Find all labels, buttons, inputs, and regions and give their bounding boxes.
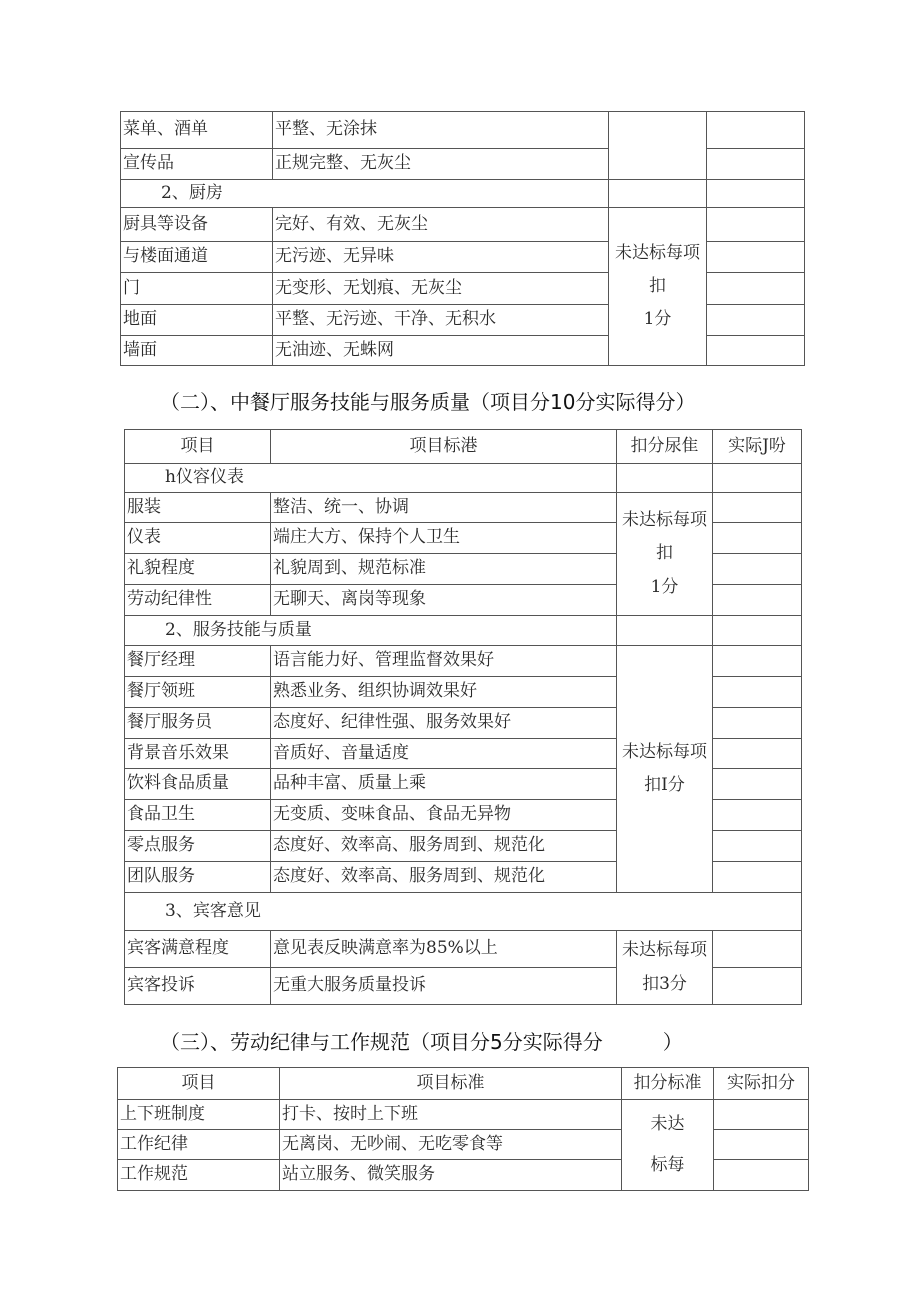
header-item: 项目 — [125, 430, 271, 464]
standard-cell: 熟悉业务、组织协调效果好 — [271, 677, 617, 708]
table-row — [125, 464, 802, 493]
table-row — [121, 112, 805, 149]
deduction-rule: 未达 标每 — [622, 1100, 714, 1191]
item-cell: 与楼面通道 — [121, 242, 273, 273]
score-cell[interactable] — [707, 112, 805, 149]
item-cell: 劳动纪律性 — [125, 585, 271, 616]
group-title: 3、宾客意见 — [125, 893, 802, 931]
standard-cell: 无离岗、无吵闹、无吃零食等 — [280, 1130, 622, 1160]
item-cell: 食品卫生 — [125, 800, 271, 831]
score-cell[interactable] — [713, 931, 802, 968]
item-cell: 仪表 — [125, 523, 271, 554]
standard-cell: 音质好、音量适度 — [271, 739, 617, 769]
table-continued — [120, 111, 805, 366]
score-cell[interactable] — [713, 493, 802, 523]
score-cell[interactable] — [713, 862, 802, 893]
item-cell: 餐厅经理 — [125, 646, 271, 677]
standard-cell: 整洁、统一、协调 — [271, 493, 617, 523]
item-cell: 菜单、酒单 — [121, 112, 273, 149]
group-title: h仪容仪表 — [125, 464, 617, 493]
score-cell[interactable] — [713, 677, 802, 708]
table-row — [125, 616, 802, 646]
table-row — [125, 493, 802, 523]
score-cell[interactable] — [707, 149, 805, 180]
item-cell: 饮料食品质量 — [125, 769, 271, 800]
item-cell: 服装 — [125, 493, 271, 523]
score-cell[interactable] — [713, 523, 802, 554]
header-deduction: 扣分标准 — [622, 1068, 714, 1100]
table-header-row — [125, 430, 802, 464]
group-title: 2、厨房 — [121, 180, 609, 208]
section-heading-2: （二）、中餐厅服务技能与服务质量（项目分10分实际得分） — [160, 390, 696, 414]
standard-cell: 无重大服务质量投诉 — [271, 968, 617, 1005]
score-cell[interactable] — [713, 464, 802, 493]
service-quality-table — [124, 429, 802, 1005]
score-cell[interactable] — [713, 800, 802, 831]
header-item: 项目 — [118, 1068, 280, 1100]
score-cell[interactable] — [713, 769, 802, 800]
group-title: 2、服务技能与质量 — [125, 616, 617, 646]
deduction-cell — [617, 616, 713, 646]
standard-cell: 品种丰富、质量上乘 — [271, 769, 617, 800]
table-row — [125, 893, 802, 931]
item-cell: 门 — [121, 273, 273, 305]
standard-cell: 平整、无涂抹 — [273, 112, 609, 149]
item-cell: 上下班制度 — [118, 1100, 280, 1130]
deduction-rule: 未达标每项 扣 1分 — [617, 493, 713, 616]
score-cell[interactable] — [707, 273, 805, 305]
table-row — [121, 208, 805, 242]
score-cell[interactable] — [713, 646, 802, 677]
score-cell[interactable] — [707, 208, 805, 242]
score-cell[interactable] — [707, 180, 805, 208]
score-cell[interactable] — [707, 336, 805, 366]
standard-cell: 态度好、纪律性强、服务效果好 — [271, 708, 617, 739]
deduction-cell — [609, 180, 707, 208]
header-score: 实际J吩 — [713, 430, 802, 464]
score-cell[interactable] — [714, 1160, 809, 1191]
header-deduction: 扣分尿隹 — [617, 430, 713, 464]
standard-cell: 无油迹、无蛛网 — [273, 336, 609, 366]
table-header-row — [118, 1068, 809, 1100]
deduction-cell — [617, 464, 713, 493]
item-cell: 地面 — [121, 305, 273, 336]
item-cell: 宣传品 — [121, 149, 273, 180]
standard-cell: 语言能力好、管理监督效果好 — [271, 646, 617, 677]
labor-discipline-table — [117, 1067, 809, 1191]
item-cell: 厨具等设备 — [121, 208, 273, 242]
item-cell: 墙面 — [121, 336, 273, 366]
item-cell: 礼貌程度 — [125, 554, 271, 585]
standard-cell: 站立服务、微笑服务 — [280, 1160, 622, 1191]
score-cell[interactable] — [713, 616, 802, 646]
table-row — [121, 180, 805, 208]
deduction-rule: 未达标每项 扣3分 — [617, 931, 713, 1005]
score-cell[interactable] — [714, 1130, 809, 1160]
header-standard: 项目标准 — [280, 1068, 622, 1100]
header-standard: 项目标港 — [271, 430, 617, 464]
standard-cell: 无聊天、离岗等现象 — [271, 585, 617, 616]
standard-cell: 完好、有效、无灰尘 — [273, 208, 609, 242]
deduction-rule: 未达标每项 扣I分 — [617, 646, 713, 893]
item-cell: 背景音乐效果 — [125, 739, 271, 769]
section-heading-3: （三）、劳动纪律与工作规范（项目分5分实际得分 ） — [160, 1030, 683, 1054]
item-cell: 宾客满意程度 — [125, 931, 271, 968]
standard-cell: 礼貌周到、规范标准 — [271, 554, 617, 585]
standard-cell: 平整、无污迹、干净、无积水 — [273, 305, 609, 336]
item-cell: 工作规范 — [118, 1160, 280, 1191]
score-cell[interactable] — [713, 708, 802, 739]
standard-cell: 无变形、无划痕、无灰尘 — [273, 273, 609, 305]
standard-cell: 态度好、效率高、服务周到、规范化 — [271, 862, 617, 893]
score-cell[interactable] — [713, 831, 802, 862]
table-row — [118, 1100, 809, 1130]
item-cell: 团队服务 — [125, 862, 271, 893]
header-score: 实际扣分 — [714, 1068, 809, 1100]
score-cell[interactable] — [707, 242, 805, 273]
standard-cell: 意见表反映满意率为85%以上 — [271, 931, 617, 968]
standard-cell: 态度好、效率高、服务周到、规范化 — [271, 831, 617, 862]
standard-cell: 无污迹、无异味 — [273, 242, 609, 273]
standard-cell: 无变质、变味食品、食品无异物 — [271, 800, 617, 831]
standard-cell: 端庄大方、保持个人卫生 — [271, 523, 617, 554]
score-cell[interactable] — [713, 585, 802, 616]
deduction-cell — [609, 112, 707, 180]
standard-cell: 正规完整、无灰尘 — [273, 149, 609, 180]
item-cell: 餐厅服务员 — [125, 708, 271, 739]
score-cell[interactable] — [713, 968, 802, 1005]
score-cell[interactable] — [713, 554, 802, 585]
standard-cell: 打卡、按时上下班 — [280, 1100, 622, 1130]
item-cell: 零点服务 — [125, 831, 271, 862]
item-cell: 宾客投诉 — [125, 968, 271, 1005]
score-cell[interactable] — [713, 739, 802, 769]
table-row — [125, 931, 802, 968]
item-cell: 工作纪律 — [118, 1130, 280, 1160]
score-cell[interactable] — [707, 305, 805, 336]
score-cell[interactable] — [714, 1100, 809, 1130]
table-row — [125, 646, 802, 677]
deduction-rule: 未达标每项 扣 1分 — [609, 208, 707, 366]
item-cell: 餐厅领班 — [125, 677, 271, 708]
